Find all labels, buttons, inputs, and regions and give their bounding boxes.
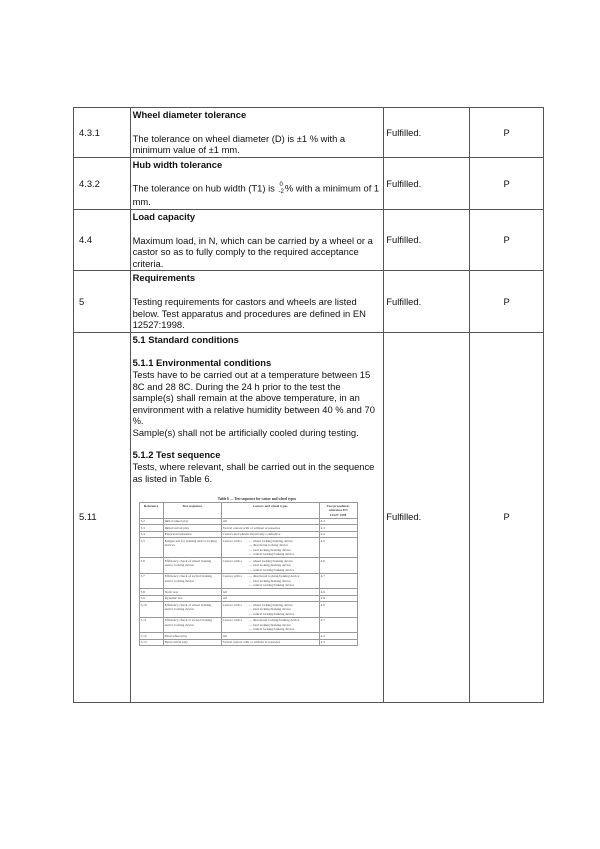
table-6-ref-text: 5.11 xyxy=(140,618,147,623)
text-part: The tolerance on hub width (T1) is xyxy=(132,182,278,194)
table-6-procedure-text: 4.5 xyxy=(320,538,325,543)
table-6-row xyxy=(139,617,357,633)
requirement-text xyxy=(133,182,382,208)
table-6-ref xyxy=(139,538,163,558)
table-6-sequence xyxy=(163,602,221,618)
list-item: — directional locking/braking device xyxy=(248,618,300,623)
result-cell: Fulfilled. xyxy=(384,332,470,702)
table-6-procedure xyxy=(319,617,357,633)
subsection-heading: 5.1.2 Test sequence xyxy=(132,449,221,461)
table-6-sequence-text: Dynamic test xyxy=(164,596,183,601)
table-6-types-text: Castors with a xyxy=(222,538,242,543)
table-6 xyxy=(139,502,358,646)
table-6-sequence-text: Initial wheel play xyxy=(164,519,189,524)
table-6-device-list xyxy=(249,539,294,557)
list-item: — central locking/braking device xyxy=(248,552,295,557)
table-6-ref-text: 5.4 xyxy=(140,532,145,537)
table-6-ref-text: 5.2 xyxy=(140,519,145,524)
list-item: — wheel locking/braking device xyxy=(248,602,293,607)
table-6-procedure-text: 4.7 xyxy=(320,574,325,579)
table-6-device-list xyxy=(249,559,294,573)
table-row xyxy=(74,108,544,158)
table-row xyxy=(74,271,544,332)
table-6-procedure-text: 4.4 xyxy=(320,532,325,537)
table-6-header-row xyxy=(139,503,357,519)
table-6-sequence-text: Efficiency check of wheel braking and/or locking device xyxy=(164,602,212,612)
list-item: — directional locking/braking device xyxy=(248,574,300,579)
requirement-heading: 5.1 Standard conditions xyxy=(132,333,239,345)
table-6-types-text: Castors with a xyxy=(222,602,242,607)
list-item: — total locking/braking device xyxy=(248,578,291,583)
table-6-sequence-text: Final swivel play xyxy=(164,640,188,645)
list-item: — central locking/braking device xyxy=(248,611,295,616)
table-6-types-text: Castors with a xyxy=(222,618,242,623)
table-6-sequence-text: Fatigue test for braking and/or locking devices xyxy=(164,538,217,548)
table-6-figure xyxy=(133,496,382,646)
clause-cell: 5 xyxy=(74,271,131,332)
table-6-ref xyxy=(139,573,163,589)
list-item: — total locking/braking device xyxy=(248,547,291,552)
table-6-procedure xyxy=(319,602,357,618)
table-6-types xyxy=(221,639,319,646)
requirement-text: Tests have to be carried out at a temperature between 15 8C and 28 8C. During the 24 h prior to the test the sample(s) shall remain at the above temperature, in an environment with a relative humidity between 40 % and 70 %. xyxy=(132,368,375,427)
list-item: — wheel locking/braking device xyxy=(248,538,293,543)
table-6-types-text: All xyxy=(222,589,227,594)
table-6-procedure xyxy=(319,573,357,589)
table-6-types xyxy=(221,558,319,574)
table-6-procedure-text: 4.2 xyxy=(320,633,325,638)
table-6-procedure xyxy=(319,639,357,646)
table-6-ref xyxy=(139,639,163,646)
list-item: — central locking/braking device xyxy=(248,627,295,632)
fraction-bottom: -2 xyxy=(278,189,284,196)
table-6-procedure-text: 4.3 xyxy=(320,640,325,645)
table-6-sequence-text: Static test xyxy=(164,589,178,594)
list-item: — central locking/braking device xyxy=(248,583,295,588)
table-6-types-text: Castors and wheels electrically conductive xyxy=(222,532,281,537)
table-6-types-text: All xyxy=(222,633,227,638)
requirement-cell xyxy=(130,157,384,209)
subsection-heading: 5.1.1 Environmental conditions xyxy=(132,357,272,369)
table-6-header: Test procedures reference EN 12527:1998 xyxy=(319,503,357,519)
verdict-cell: P xyxy=(470,271,544,332)
table-6-ref-text: 5.8 xyxy=(140,589,145,594)
table-6-types-text: Swivel castors with or without accessories xyxy=(222,525,281,530)
table-6-device-list xyxy=(249,603,294,617)
table-6-procedure-text: 4.8 xyxy=(320,596,325,601)
table-6-body xyxy=(139,518,357,646)
table-6-ref xyxy=(139,617,163,633)
list-item: — central locking/braking device xyxy=(248,567,295,572)
requirement-cell xyxy=(130,209,384,270)
table-6-types-text: All xyxy=(222,596,227,601)
table-6-row xyxy=(139,558,357,574)
fraction-top: 0 xyxy=(279,182,283,189)
verdict-cell: P xyxy=(470,332,544,702)
table-6-sequence-text: Final wheel play xyxy=(164,633,188,638)
table-6-sequence-text: Efficiency check of wheel braking and/or locking device xyxy=(164,558,212,568)
result-cell: Fulfilled. xyxy=(384,271,470,332)
list-item: — total locking/braking device xyxy=(248,622,291,627)
table-6-ref-text: 5.6 xyxy=(140,558,145,563)
list-item: — directional locking device xyxy=(248,543,289,548)
table-6-ref-text: 5.7 xyxy=(140,574,145,579)
verdict-cell: P xyxy=(470,108,544,158)
table-6-procedure-text: 4.7 xyxy=(320,618,325,623)
requirement-text: Maximum load, in N, which can be carried by a wheel or a castor so as to fully comply to the required acceptance criteria. xyxy=(132,234,373,269)
table-6-header: Reference xyxy=(139,503,163,519)
table-6-row xyxy=(139,639,357,646)
table-6-sequence xyxy=(163,538,221,558)
table-6-device-list xyxy=(249,618,300,632)
clause-cell: 5.11 xyxy=(74,332,131,702)
table-6-row xyxy=(139,538,357,558)
test-report-table xyxy=(73,107,544,703)
requirement-cell xyxy=(130,108,384,158)
table-6-types-text: All xyxy=(222,519,227,524)
table-6-procedure xyxy=(319,558,357,574)
table-6-procedure-text: 4.6 xyxy=(320,602,325,607)
table-6-header: Castors and wheel types xyxy=(221,503,319,519)
table-6-procedure-text: 4.9 xyxy=(320,589,325,594)
requirement-text: Testing requirements for castors and wheels are listed below. Test apparatus and procedures are defined in EN 12527:1998. xyxy=(132,295,366,331)
table-6-ref-text: 5.9 xyxy=(140,596,145,601)
table-6-ref-text: 5.3 xyxy=(140,525,145,530)
tolerance-fraction xyxy=(278,182,283,196)
table-row xyxy=(74,209,544,270)
table-6-types-text: Castors with a xyxy=(222,574,242,579)
table-6-row xyxy=(139,573,357,589)
table-6-ref-text: 5.13 xyxy=(140,640,147,645)
text-part: % with a minimum of 1 mm. xyxy=(132,182,380,208)
requirement-cell xyxy=(130,271,384,332)
requirement-heading: Wheel diameter tolerance xyxy=(132,109,247,120)
table-row xyxy=(74,332,544,702)
result-cell: Fulfilled. xyxy=(384,108,470,158)
table-6-procedure-text: 4.2 xyxy=(320,519,325,524)
requirement-cell xyxy=(130,332,384,702)
table-6-ref xyxy=(139,558,163,574)
table-6-types-text: Swivel castors with or without accessories xyxy=(222,640,281,645)
requirement-text: Sample(s) shall not be artificially cooled during testing. xyxy=(132,426,359,438)
table-6-procedure xyxy=(319,538,357,558)
verdict-cell: P xyxy=(470,209,544,270)
requirement-heading: Load capacity xyxy=(132,210,196,222)
table-6-ref-text: 5.5 xyxy=(140,538,145,543)
table-6-ref-text: 5.12 xyxy=(140,633,147,638)
table-6-sequence-text: Electrical resistance xyxy=(164,532,192,537)
requirement-heading: Requirements xyxy=(132,272,196,284)
table-6-row xyxy=(139,602,357,618)
table-6-sequence xyxy=(163,558,221,574)
table-6-sequence xyxy=(163,639,221,646)
table-6-types xyxy=(221,573,319,589)
clause-cell: 4.3.2 xyxy=(74,157,131,209)
requirement-text: Tests, where relevant, shall be carried out in the sequence as listed in Table 6. xyxy=(132,461,375,484)
table-6-sequence-text: Initial swivel play xyxy=(164,525,190,530)
table-6-types xyxy=(221,538,319,558)
table-6-procedure-text: 4.3 xyxy=(320,525,325,530)
table-6-types xyxy=(221,617,319,633)
table-row xyxy=(74,157,544,209)
table-6-procedure-text: 4.6 xyxy=(320,558,325,563)
table-6-caption: Table 6 — Test sequence for castor and wheel types xyxy=(217,497,297,502)
table-6-sequence-text: Efficiency check of swivel braking and/or locking device xyxy=(164,618,212,627)
table-6-ref xyxy=(139,602,163,618)
table-6-types-text: Castors with a xyxy=(222,558,242,563)
clause-cell: 4.3.1 xyxy=(74,108,131,158)
table-6-types xyxy=(221,602,319,618)
requirement-text: The tolerance on wheel diameter (D) is ±1 % with a minimum value of ±1 mm. xyxy=(132,132,346,156)
requirement-heading: Hub width tolerance xyxy=(132,158,223,170)
list-item: — total locking/braking device xyxy=(248,607,291,612)
verdict-cell: P xyxy=(470,157,544,209)
list-item: — total locking/braking device xyxy=(248,563,291,568)
table-6-sequence xyxy=(163,573,221,589)
list-item: — wheel locking/braking device xyxy=(248,558,293,563)
result-cell: Fulfilled. xyxy=(384,209,470,270)
table-6-ref-text: 5.10 xyxy=(140,602,147,607)
table-6-device-list xyxy=(249,574,300,588)
clause-cell: 4.4 xyxy=(74,209,131,270)
table-6-sequence-text: Efficiency check of swivel braking and/or locking device xyxy=(164,574,212,583)
table-6-sequence xyxy=(163,617,221,633)
result-cell: Fulfilled. xyxy=(384,157,470,209)
table-6-header: Test sequence xyxy=(163,503,221,519)
